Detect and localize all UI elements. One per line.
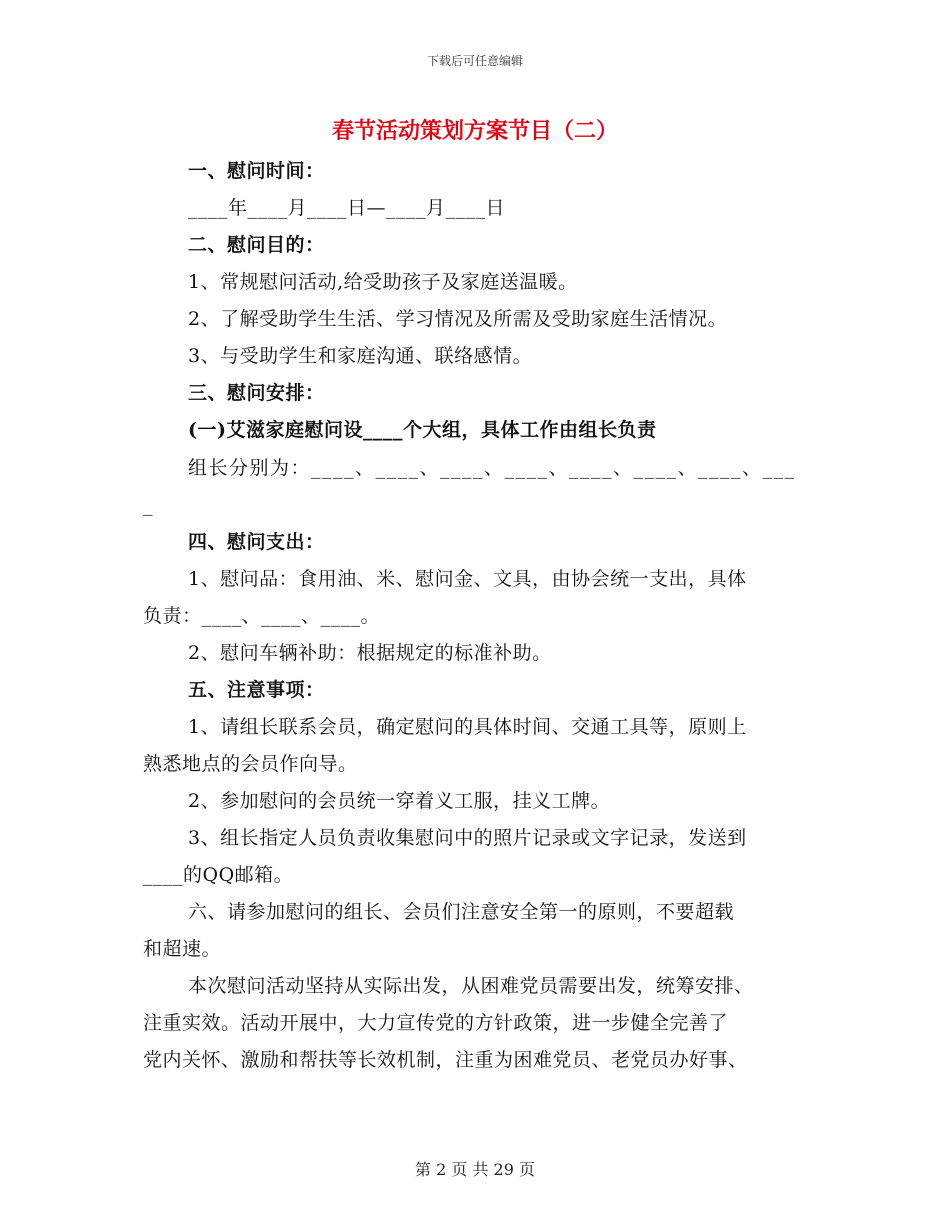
summary-paragraph-line-2: 注重实效。活动开展中，大力宣传党的方针政策，进一步健全完善了: [143, 1012, 729, 1034]
summary-paragraph-line-3: 党内关怀、激励和帮扶等长效机制，注重为困难党员、老党员办好事、: [143, 1049, 748, 1071]
section-heading-expense: 四、慰问支出：: [188, 531, 325, 553]
purpose-item-1: 1、常规慰问活动,给受助孩子及家庭送温暖。: [188, 271, 578, 293]
date-line: ____年____月____日—____月____日: [188, 197, 506, 219]
notes-item-2: 2、参加慰问的会员统一穿着义工服，挂义工牌。: [188, 790, 611, 812]
section-heading-notes: 五、注意事项：: [188, 679, 325, 701]
section-heading-purpose: 二、慰问目的：: [188, 234, 325, 256]
purpose-item-2: 2、了解受助学生生活、学习情况及所需及受助家庭生活情况。: [188, 308, 728, 330]
expense-item-1: 1、慰问品：食用油、米、慰问金、文具，由协会统一支出，具体: [188, 568, 747, 590]
arrangement-subheading: (一)艾滋家庭慰问设____个大组，具体工作由组长负责: [188, 419, 657, 441]
section-six: 六、请参加慰问的组长、会员们注意安全第一的原则，不要超载: [188, 901, 735, 923]
section-six-wrap: 和超速。: [143, 938, 222, 960]
notes-item-1: 1、请组长联系会员，确定慰问的具体时间、交通工具等，原则上: [188, 716, 747, 738]
page-header: 下载后可任意编辑: [426, 54, 523, 68]
document-title: 春节活动策划方案节目（二）: [331, 118, 618, 144]
section-heading-arrangement: 三、慰问安排：: [188, 382, 325, 404]
section-heading-time: 一、慰问时间：: [188, 160, 325, 182]
expense-item-2: 2、慰问车辆补助：根据规定的标准补助。: [188, 642, 552, 664]
purpose-item-3: 3、与受助学生和家庭沟通、联络感情。: [188, 345, 533, 367]
notes-item-3-wrap: ____的QQ邮箱。: [143, 864, 294, 886]
group-leaders-line-wrap: _: [143, 494, 153, 516]
summary-paragraph-line-1: 本次慰问活动坚持从实际出发，从困难党员需要出发，统筹安排、: [188, 975, 754, 997]
group-leaders-line: 组长分别为：____、____、____、____、____、____、____、___: [188, 457, 796, 479]
expense-item-1-wrap: 负责：____、____、____。: [143, 605, 381, 627]
page-footer: 第 2 页 共 29 页: [415, 1160, 535, 1179]
notes-item-3: 3、组长指定人员负责收集慰问中的照片记录或文字记录，发送到: [188, 827, 747, 849]
notes-item-1-wrap: 熟悉地点的会员作向导。: [143, 753, 358, 775]
